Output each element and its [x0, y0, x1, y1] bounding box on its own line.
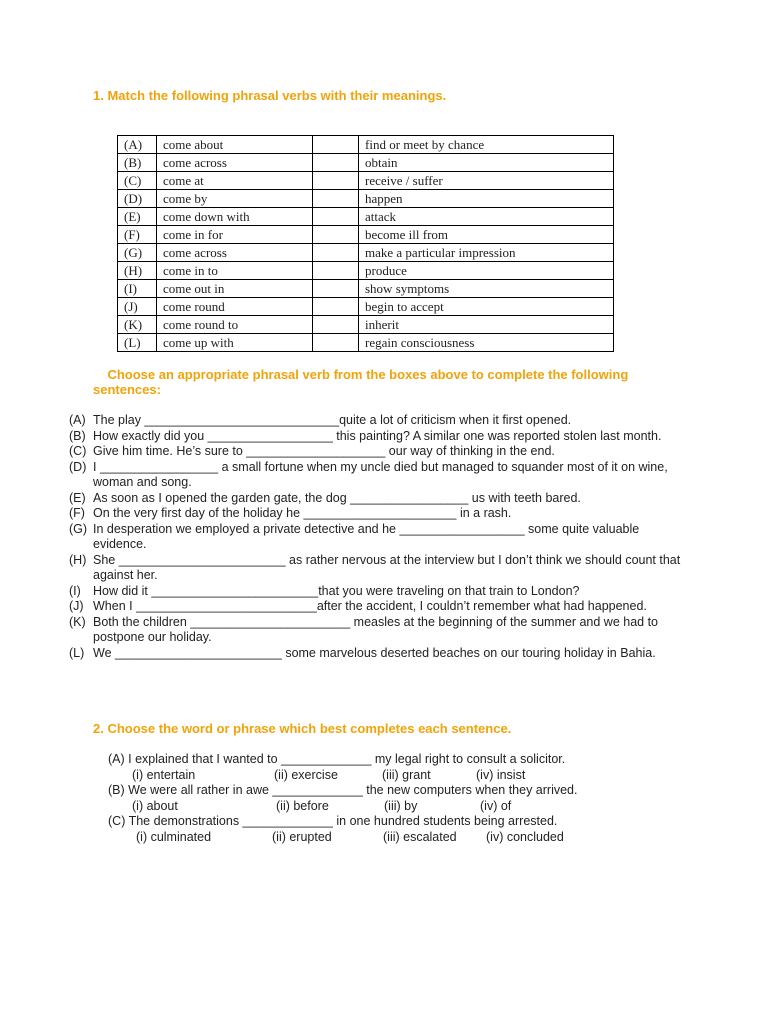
sentence-text: When I __________________________after the accident, I couldn’t remember what had happened.	[93, 599, 647, 613]
meaning: find or meet by chance	[359, 136, 614, 154]
section1b-heading-text: Choose an appropriate phrasal verb from the boxes above to complete the following sentences:	[93, 367, 629, 397]
table-row	[118, 280, 614, 298]
sentence-label: (G)	[69, 521, 88, 536]
table-row	[118, 190, 614, 208]
row-letter: (D)	[118, 190, 157, 208]
phrasal-verb: come out in	[157, 280, 313, 298]
answer-option[interactable]: (i) culminated	[136, 829, 212, 844]
sentence-text: She ________________________ as rather nervous at the interview but I don’t think we should count that against her.	[93, 552, 681, 582]
meaning: happen	[359, 190, 614, 208]
answer-blank	[313, 334, 359, 352]
answer-option[interactable]: (iv) of	[480, 798, 512, 813]
meaning: attack	[359, 208, 614, 226]
row-letter: (K)	[118, 316, 157, 334]
meaning: begin to accept	[359, 298, 614, 316]
meaning: make a particular impression	[359, 244, 614, 262]
sentence-label: (J)	[69, 599, 84, 613]
sentence-text: As soon as I opened the garden gate, the dog _________________ us with teeth bared.	[93, 490, 581, 505]
phrasal-verb: come up with	[157, 334, 313, 352]
answer-option[interactable]: (ii) exercise	[274, 767, 338, 782]
answer-option[interactable]: (iii) by	[384, 798, 418, 813]
sentence-label: (A)	[69, 413, 86, 427]
sentence-text: The play ____________________________quite a lot of criticism when it first opened.	[93, 413, 572, 427]
sentence-item	[69, 491, 689, 507]
sentence-label: (C)	[69, 444, 87, 458]
meaning: produce	[359, 262, 614, 280]
question-options	[108, 768, 668, 784]
answer-option[interactable]: (iv) concluded	[486, 829, 564, 844]
sentence-label: (K)	[69, 614, 86, 629]
answer-blank	[313, 190, 359, 208]
phrasal-verb: come down with	[157, 208, 313, 226]
phrasal-verb: come round to	[157, 316, 313, 334]
row-letter: (B)	[118, 154, 157, 172]
question-text: (A) I explained that I wanted to _____________ my legal right to consult a solicitor.	[108, 752, 566, 766]
sentence-text: How exactly did you __________________ this painting? A similar one was reported stolen last month.	[93, 428, 662, 443]
mcq-list	[108, 752, 668, 845]
sentence-label: (B)	[69, 428, 86, 443]
answer-blank	[313, 172, 359, 190]
sentence-text: In desperation we employed a private detective and he __________________ some quite valuable evidence.	[93, 521, 640, 551]
sentence-text: Both the children _______________________ measles at the beginning of the summer and we had to postpone our holiday.	[93, 614, 659, 644]
sentence-list	[69, 413, 689, 661]
sentence-item	[69, 599, 689, 615]
phrasal-verb: come about	[157, 136, 313, 154]
table-row	[118, 154, 614, 172]
answer-blank	[313, 154, 359, 172]
table-row	[118, 208, 614, 226]
question-text: (C) The demonstrations _____________ in one hundred students being arrested.	[108, 814, 558, 828]
question-options	[108, 799, 668, 815]
sentence-item	[69, 413, 689, 429]
answer-blank	[313, 244, 359, 262]
row-letter: (C)	[118, 172, 157, 190]
meaning: receive / suffer	[359, 172, 614, 190]
table-row	[118, 298, 614, 316]
phrasal-verb: come across	[157, 154, 313, 172]
sentence-item	[69, 553, 689, 584]
answer-option[interactable]: (i) about	[132, 798, 178, 813]
table-row	[118, 172, 614, 190]
answer-blank	[313, 280, 359, 298]
table-row	[118, 316, 614, 334]
row-letter: (L)	[118, 334, 157, 352]
sentence-label: (E)	[69, 490, 86, 505]
meaning: obtain	[359, 154, 614, 172]
phrasal-verb: come round	[157, 298, 313, 316]
row-letter: (E)	[118, 208, 157, 226]
row-letter: (G)	[118, 244, 157, 262]
row-letter: (J)	[118, 298, 157, 316]
answer-option[interactable]: (iii) grant	[382, 767, 431, 782]
answer-blank	[313, 226, 359, 244]
phrasal-verb-table	[117, 135, 614, 352]
table-row	[118, 136, 614, 154]
question-text: (B) We were all rather in awe _____________ the new computers when they arrived.	[108, 783, 578, 797]
phrasal-verb: come across	[157, 244, 313, 262]
answer-option[interactable]: (iii) escalated	[383, 829, 457, 844]
answer-option[interactable]: (i) entertain	[132, 767, 196, 782]
sentence-item	[69, 615, 689, 646]
sentence-item	[69, 522, 689, 553]
sentence-item	[69, 584, 689, 600]
row-letter: (A)	[118, 136, 157, 154]
answer-blank	[313, 316, 359, 334]
phrasal-verb-table-body	[118, 136, 614, 352]
meaning: regain consciousness	[359, 334, 614, 352]
table-row	[118, 226, 614, 244]
phrasal-verb: come at	[157, 172, 313, 190]
answer-blank	[313, 262, 359, 280]
sentence-label: (F)	[69, 506, 85, 520]
sentence-text: Give him time. He’s sure to ____________________ our way of thinking in the end.	[93, 444, 555, 458]
row-letter: (I)	[118, 280, 157, 298]
sentence-text: How did it ________________________that you were traveling on that train to London?	[93, 583, 580, 598]
phrasal-verb: come in to	[157, 262, 313, 280]
answer-blank	[313, 136, 359, 154]
sentence-item	[69, 444, 689, 460]
table-row	[118, 244, 614, 262]
sentence-text: On the very first day of the holiday he ______________________ in a rash.	[93, 506, 512, 520]
sentence-label: (I)	[69, 583, 81, 598]
meaning: become ill from	[359, 226, 614, 244]
answer-option[interactable]: (ii) erupted	[272, 829, 332, 844]
row-letter: (H)	[118, 262, 157, 280]
question-options	[108, 830, 668, 846]
sentence-label: (H)	[69, 552, 87, 567]
sentence-item	[69, 506, 689, 522]
phrasal-verb: come in for	[157, 226, 313, 244]
sentence-text: I _________________ a small fortune when my uncle died but managed to squander most of it on wine, woman and song.	[93, 459, 668, 489]
row-letter: (F)	[118, 226, 157, 244]
section1b-heading	[93, 367, 693, 397]
meaning: show symptoms	[359, 280, 614, 298]
answer-option[interactable]: (iv) insist	[476, 767, 526, 782]
sentence-label: (L)	[69, 645, 85, 660]
answer-option[interactable]: (ii) before	[276, 798, 329, 813]
meaning: inherit	[359, 316, 614, 334]
sentence-item	[69, 429, 689, 445]
sentence-text: We ________________________ some marvelous deserted beaches on our touring holiday in Bahia.	[93, 645, 656, 660]
sentence-item	[69, 460, 689, 491]
sentence-label: (D)	[69, 459, 87, 474]
table-row	[118, 262, 614, 280]
sentence-item	[69, 646, 689, 662]
phrasal-verb: come by	[157, 190, 313, 208]
answer-blank	[313, 298, 359, 316]
section2-heading: 2. Choose the word or phrase which best completes each sentence.	[93, 721, 512, 736]
section1-heading: 1. Match the following phrasal verbs with their meanings.	[93, 88, 447, 103]
answer-blank	[313, 208, 359, 226]
table-row	[118, 334, 614, 352]
